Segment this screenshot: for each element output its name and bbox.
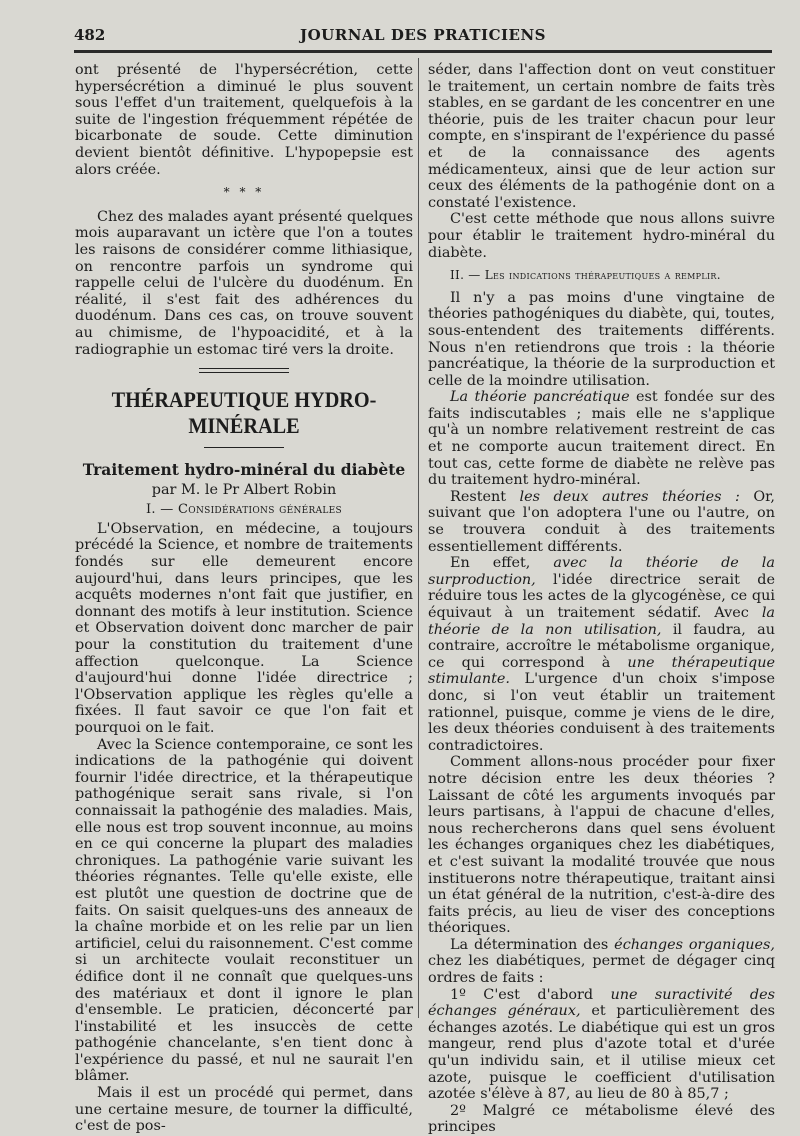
chapter-heading: II. — Les indications thérapeutiques a remplir. (450, 268, 721, 283)
text-run: Or, suivant que l'on adoptera l'une ou l'autre, on se trouvera conduit à des traitements essentiellement différents. (428, 488, 775, 555)
running-header (74, 20, 772, 53)
paragraph: Mais il est un procédé qui permet, dans une certaine mesure, de tourner la difficulté, c'est de pos- (75, 1085, 413, 1135)
text-run: il faudra, au contraire, accroître le métabolisme organique, ce qui correspond à (428, 621, 775, 671)
paragraph: C'est cette méthode que nous allons suivre pour établir le traitement hydro-minéral du diabète. (428, 211, 775, 261)
text-run: et particulièrement des échanges azotés. Le diabétique qui est un gros mangeur, rend plus d'azote total et d'urée qu'un individu sain, et il utilise mieux cet azote, puisque le coefficient d'utilisation azotée s'élève à 87, au lieu de 80 à 85,7 ; (428, 1003, 776, 1103)
emphasis: avec la théorie de la surproduction, (428, 555, 775, 588)
title-rule (204, 447, 284, 448)
right-column (428, 62, 775, 1136)
emphasis: une thérapeutique stimulante. (428, 654, 775, 688)
emphasis: les deux autres théories : (519, 488, 740, 505)
paragraph (428, 937, 775, 987)
journal-title: JOURNAL DES PRATICIENS (300, 26, 546, 44)
text-run: est fondée sur des faits indiscutables ; mais elle ne s'applique qu'à un nombre relativement restreint de cas et ne comporte aucun traitement direct. En tout cas, cette forme de diabète ne relève pas du traitement hydro-minéral. (428, 389, 775, 489)
text-run: 1º C'est d'abord (450, 986, 611, 1003)
text-run: La détermination des (450, 936, 615, 953)
page-number: 482 (74, 26, 106, 44)
paragraph: Chez des malades ayant présenté quelques mois auparavant un ictère que l'on a toutes les raisons de considérer comme lithiasique, on rencontre parfois un syndrome qui rappelle celui de l'ulcère du duodénum. En réalité, il s'est fait des adhérences du duodénum. Dans ces cas, on trouve souvent au chimisme, de l'hypoacidité, et à la radiographie un estomac tiré vers la droite. (75, 208, 413, 358)
double-rule (199, 368, 289, 373)
column-divider (418, 58, 419, 1018)
emphasis: une suractivité des échanges généraux, (428, 986, 776, 1020)
article-title: Traitement hydro-minéral du diabète (82, 460, 406, 480)
paragraph (428, 489, 775, 555)
paragraph: Il n'y a pas moins d'une vingtaine de théories pathogéniques du diabète, qui, toutes, sous-entendent des traitements différents. Nous n'en retiendrons que trois : la théorie pancréatique, la théorie de la surproduction et celle de la moindre utilisation. (428, 289, 775, 389)
paragraph: séder, dans l'affection dont on veut constituer le traitement, un certain nombre de faits très stables, en se gardant de les concentrer en une théorie, puis de les traiter chacun pour leur compte, en s'inspirant de l'expérience du passé et de la connaissance des agents médicamenteux, ainsi que de leur action sur ceux des éléments de la pathogénie dont on a constaté l'existence. (428, 62, 775, 211)
left-column (75, 62, 413, 1135)
paragraph: 2º Malgré ce métabolisme élevé des principes (428, 1102, 775, 1136)
emphasis: La théorie pancréatique (450, 389, 630, 406)
text-run: chez les diabétiques, permet de dégager cinq ordres de faits : (428, 953, 775, 987)
text-run: l'idée directrice serait de réduire tous les actes de la glycogénèse, ce qui équivaut à un traitement sédatif. Avec (428, 571, 775, 621)
section-title: THÉRAPEUTIQUE HYDRO-MINÉRALE (111, 387, 377, 439)
paragraph (428, 987, 775, 1103)
text-run: En effet, (450, 555, 554, 572)
paragraph: ont présenté de l'hypersécrétion, cette hypersécrétion a diminué le plus souvent sous l'effet d'un traitement, quelquefois à la suite de l'ingestion fréquemment répétée de bicarbonate de soude. Cette diminution devient bientôt définitive. L'hypopepsie est alors créée. (75, 62, 413, 178)
emphasis: la théorie de la non utilisation, (428, 605, 775, 638)
section-break-asterisks: * * * (223, 185, 265, 200)
emphasis: échanges organiques, (614, 936, 776, 953)
text-run: Restent (450, 488, 520, 505)
paragraph: L'Observation, en médecine, a toujours précédé la Science, et nombre de traitements fondés sur elle demeurent encore aujourd'hui, dans leurs principes, que les acquêts modernes n'ont fait que justifier, en donnant des motifs à leur institution. Science et Observation doivent donc marcher de pair pour la constitution du traitement d'une affection quelconque. La Science d'aujourd'hui donne l'idée directrice ; l'Observation applique les règles qu'elle a fixées. Il faut savoir ce que l'on fait et pourquoi on le fait. (75, 520, 413, 736)
paragraph: Comment allons-nous procéder pour fixer notre décision entre les deux théories ? Laissant de côté les arguments invoqués par leurs partisans, à l'appui de chacune d'elles, nous rechercherons dans quel sens évoluent les échanges organiques chez les diabétiques, et c'est suivant la modalité trouvée que nous instituerons notre thérapeutique, traitant ainsi un état général de la nutrition, c'est-à-dire des faits précis, au lieu de viser des conceptions théoriques. (428, 754, 775, 937)
paragraph (428, 555, 775, 754)
paragraph (428, 389, 775, 489)
paragraph: Avec la Science contemporaine, ce sont les indications de la pathogénie qui doivent fournir l'idée directrice, et la thérapeutique pathogénique serait sans rivale, si l'on connaissait la pathogénie des maladies. Mais, elle nous est trop souvent inconnue, au moins en ce qui concerne la plupart des maladies chroniques. La pathogénie varie suivant les théories régnantes. Telle qu'elle existe, elle est plutôt une question de doctrine que de faits. On saisit quelques-uns des anneaux de la chaîne morbide et on les relie par un lien artificiel, celui du raisonnement. C'est comme si un architecte voulait reconstituer un édifice dont il ne connaît que quelques-uns des matériaux et dont il ignore le plan d'ensemble. Le praticien, déconcerté par l'instabilité et les insuccès de cette pathogénie chancelante, s'en tient donc à l'expérience du passé, et nul ne saurait l'en blâmer. (75, 736, 413, 1085)
chapter-heading: I. — Considérations générales (145, 502, 343, 518)
article-author: par M. le Pr Albert Robin (151, 481, 337, 498)
text-run: L'urgence d'un choix s'impose donc, si l'on veut établir un traitement rationnel, puisque, comme je viens de le dire, les deux théories conduisent à des traitements contradictoires. (428, 671, 775, 754)
